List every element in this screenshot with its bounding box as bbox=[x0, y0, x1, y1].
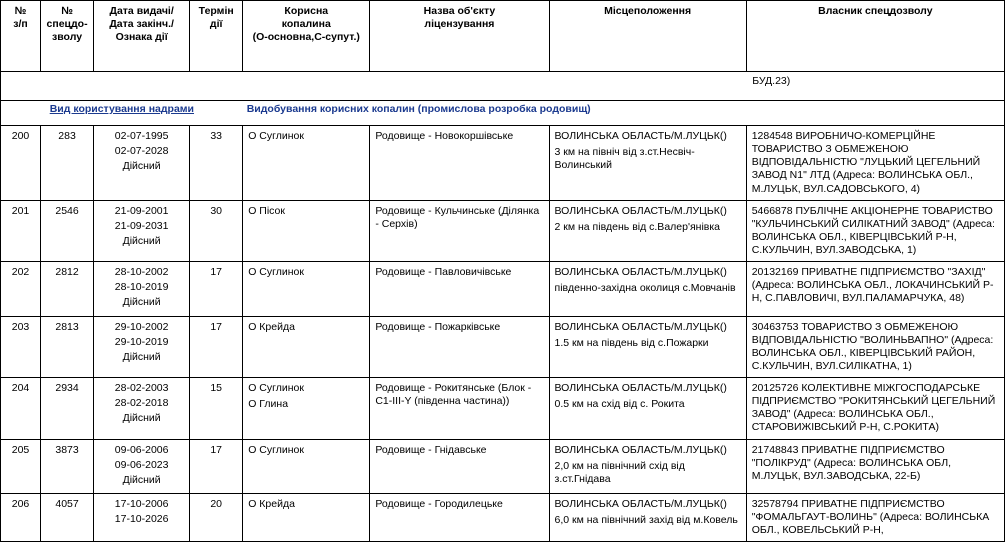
row-term: 33 bbox=[190, 126, 243, 201]
date-expires: 02-07-2028 bbox=[114, 145, 169, 158]
location-region: ВОЛИНСЬКА ОБЛАСТЬ/М.ЛУЦЬК() bbox=[554, 320, 727, 333]
location-region: ВОЛИНСЬКА ОБЛАСТЬ/М.ЛУЦЬК() bbox=[554, 443, 727, 456]
row-term: 20 bbox=[190, 493, 243, 541]
row-object-name: Родовище - Городилецьке bbox=[370, 493, 549, 541]
row-owner: 30463753 ТОВАРИСТВО З ОБМЕЖЕНОЮ ВІДПОВІДАЛЬНІСТЮ "ВОЛИНЬВАПНО" (Адреса: ВОЛИНСЬКА ОБЛ., КІВЕРЦІВСЬКИЙ РАЙОН, С.КУЛЬЧИН, ВУЛ.СИЛІКАТНА, 1) bbox=[746, 316, 1004, 378]
row-dates bbox=[94, 262, 190, 316]
row-permit-number: 2934 bbox=[41, 378, 94, 440]
column-header-term: Термін дії bbox=[190, 1, 243, 72]
row-object-name: Родовище - Пожарківське bbox=[370, 316, 549, 378]
status-badge: Дійсний bbox=[122, 473, 161, 486]
row-minerals bbox=[243, 316, 370, 378]
row-term: 17 bbox=[190, 262, 243, 316]
row-object-name: Родовище - Новокоршівське bbox=[370, 126, 549, 201]
row-term: 30 bbox=[190, 200, 243, 262]
table-row[interactable] bbox=[1, 493, 1005, 541]
row-dates bbox=[94, 493, 190, 541]
row-index: 206 bbox=[1, 493, 41, 541]
column-header-mineral: Корисна копалина (О-основна,С-супут.) bbox=[243, 1, 370, 72]
mineral-item: О Суглинок bbox=[248, 266, 304, 279]
row-owner: 21748843 ПРИВАТНЕ ПІДПРИЄМСТВО "ПОЛІКРУД" (Адреса: ВОЛИНСЬКА ОБЛ, М.ЛУЦЬК, ВУЛ.ЗАВОДСЬКА, 22-Б) bbox=[746, 439, 1004, 493]
row-index: 204 bbox=[1, 378, 41, 440]
row-object-name: Родовище - Павловичівське bbox=[370, 262, 549, 316]
location-detail: 1.5 км на південь від с.Пожарки bbox=[554, 336, 709, 349]
row-minerals bbox=[243, 126, 370, 201]
table-row[interactable] bbox=[1, 200, 1005, 262]
table-row[interactable] bbox=[1, 126, 1005, 201]
status-badge: Дійсний bbox=[122, 412, 161, 425]
row-minerals bbox=[243, 262, 370, 316]
usage-band-value: Видобування корисних копалин (промислова розробка родовищ) bbox=[243, 101, 1005, 126]
row-owner: 32578794 ПРИВАТНЕ ПІДПРИЄМСТВО "ФОМАЛЬГАУТ-ВОЛИНЬ" (Адреса: ВОЛИНСЬКА ОБЛ., КОВЕЛЬСЬКИЙ Р-Н, bbox=[746, 493, 1004, 541]
table-row[interactable] bbox=[1, 262, 1005, 316]
date-expires: 09-06-2023 bbox=[114, 458, 169, 471]
row-location bbox=[549, 316, 746, 378]
group-code-spacer-f bbox=[370, 72, 549, 101]
row-location bbox=[549, 493, 746, 541]
location-detail: 0.5 км на схід від с. Рокита bbox=[554, 398, 685, 411]
date-issued: 21-09-2001 bbox=[114, 204, 169, 217]
row-dates bbox=[94, 126, 190, 201]
row-index: 200 bbox=[1, 126, 41, 201]
date-issued: 17-10-2006 bbox=[114, 497, 169, 510]
column-header-location: Місцеположення bbox=[549, 1, 746, 72]
row-minerals bbox=[243, 200, 370, 262]
row-dates bbox=[94, 200, 190, 262]
table-row[interactable] bbox=[1, 316, 1005, 378]
location-detail: 2 км на південь від с.Валер'янівка bbox=[554, 220, 721, 233]
date-expires: 28-10-2019 bbox=[114, 281, 169, 294]
row-permit-number: 2546 bbox=[41, 200, 94, 262]
usage-band-row bbox=[1, 101, 1005, 126]
date-expires: 21-09-2031 bbox=[114, 219, 169, 232]
location-region: ВОЛИНСЬКА ОБЛАСТЬ/М.ЛУЦЬК() bbox=[554, 266, 727, 279]
group-code-value: БУД.23) bbox=[746, 72, 1004, 101]
date-issued: 02-07-1995 bbox=[114, 130, 169, 142]
row-dates bbox=[94, 378, 190, 440]
row-owner: 5466878 ПУБЛІЧНЕ АКЦІОНЕРНЕ ТОВАРИСТВО "КУЛЬЧИНСЬКИЙ СИЛІКАТНИЙ ЗАВОД" (Адреса: ВОЛИНСЬКА ОБЛ., КІВЕРЦІВСЬКИЙ Р-Н, С.КУЛЬЧИН, ВУЛ.ЗАВОДСЬКА, 1) bbox=[746, 200, 1004, 262]
location-detail: південно-західна околиця с.Мовчанів bbox=[554, 282, 736, 295]
row-location bbox=[549, 378, 746, 440]
table-row[interactable] bbox=[1, 439, 1005, 493]
date-expires: 17-10-2026 bbox=[114, 513, 169, 525]
group-code-spacer-b bbox=[41, 72, 94, 101]
row-object-name: Родовище - Гнідавське bbox=[370, 439, 549, 493]
row-minerals bbox=[243, 378, 370, 440]
row-owner: 1284548 ВИРОБНИЧО-КОМЕРЦІЙНЕ ТОВАРИСТВО З ОБМЕЖЕНОЮ ВІДПОВІДАЛЬНІСТЮ "ЛУЦЬКИЙ ЦЕГЕЛЬНИЙ ЗАВОД N1" ЛТД (Адреса: ВОЛИНСЬКА ОБЛ., М.ЛУЦЬК, ВУЛ.САДОВСЬКОГО, 4) bbox=[746, 126, 1004, 201]
location-detail: 2,0 км на північний схід від з.ст.Гнідава bbox=[554, 459, 685, 485]
row-index: 202 bbox=[1, 262, 41, 316]
location-region: ВОЛИНСЬКА ОБЛАСТЬ/М.ЛУЦЬК() bbox=[554, 382, 727, 394]
status-badge: Дійсний bbox=[122, 160, 161, 173]
mineral-item: О Суглинок bbox=[248, 130, 304, 142]
table-body bbox=[1, 72, 1005, 542]
row-permit-number: 2813 bbox=[41, 316, 94, 378]
location-region: ВОЛИНСЬКА ОБЛАСТЬ/М.ЛУЦЬК() bbox=[554, 497, 727, 510]
row-owner: 20132169 ПРИВАТНЕ ПІДПРИЄМСТВО "ЗАХІД" (Адреса: ВОЛИНСЬКА ОБЛ., ЛОКАЧИНСЬКИЙ Р-Н, С.ПАВЛОВИЧІ, ВУЛ.ПАЛАМАРЧУКА, 48) bbox=[746, 262, 1004, 316]
row-location bbox=[549, 262, 746, 316]
location-region: ВОЛИНСЬКА ОБЛАСТЬ/М.ЛУЦЬК() bbox=[554, 204, 727, 217]
mineral-item: О Пісок bbox=[248, 204, 285, 217]
column-header-object-name: Назва об'єкту ліцензування bbox=[370, 1, 549, 72]
table-row[interactable] bbox=[1, 378, 1005, 440]
group-code-spacer-d bbox=[190, 72, 243, 101]
row-index: 203 bbox=[1, 316, 41, 378]
table-header bbox=[1, 1, 1005, 72]
mineral-item: О Суглинок bbox=[248, 382, 304, 394]
row-object-name: Родовище - Рокитянське (Блок - С1-III-Y (південна частина)) bbox=[370, 378, 549, 440]
row-object-name: Родовище - Кульчинське (Ділянка - Серхів) bbox=[370, 200, 549, 262]
status-badge: Дійсний bbox=[122, 350, 161, 363]
location-detail: 3 км на північ від з.ст.Несвіч-Волинський bbox=[554, 146, 695, 172]
mineral-item: О Крейда bbox=[248, 320, 295, 333]
mineral-item: О Суглинок bbox=[248, 443, 304, 456]
group-code-row bbox=[1, 72, 1005, 101]
group-code-spacer-g bbox=[549, 72, 746, 101]
mineral-item: О Глина bbox=[248, 398, 289, 411]
row-location bbox=[549, 126, 746, 201]
group-code-spacer-e bbox=[243, 72, 370, 101]
date-issued: 28-02-2003 bbox=[114, 382, 169, 394]
status-badge: Дійсний bbox=[122, 296, 161, 309]
group-code-spacer-a bbox=[1, 72, 41, 101]
column-header-owner: Власник спецдозволу bbox=[746, 1, 1004, 72]
row-minerals bbox=[243, 493, 370, 541]
column-header-index: № з/п bbox=[1, 1, 41, 72]
usage-band-label: Вид користування надрами bbox=[1, 101, 243, 126]
location-region: ВОЛИНСЬКА ОБЛАСТЬ/М.ЛУЦЬК() bbox=[554, 130, 727, 142]
row-dates bbox=[94, 439, 190, 493]
row-minerals bbox=[243, 439, 370, 493]
row-index: 205 bbox=[1, 439, 41, 493]
row-permit-number: 283 bbox=[41, 126, 94, 201]
column-header-permit-number: № спецдо- зволу bbox=[41, 1, 94, 72]
date-issued: 29-10-2002 bbox=[114, 320, 169, 333]
row-term: 15 bbox=[190, 378, 243, 440]
date-expires: 28-02-2018 bbox=[114, 397, 169, 410]
row-permit-number: 4057 bbox=[41, 493, 94, 541]
group-code-spacer-c bbox=[94, 72, 190, 101]
row-index: 201 bbox=[1, 200, 41, 262]
row-location bbox=[549, 439, 746, 493]
date-issued: 09-06-2006 bbox=[114, 443, 169, 456]
location-detail: 6,0 км на північний захід від м.Ковель bbox=[554, 514, 738, 526]
row-dates bbox=[94, 316, 190, 378]
header-row bbox=[1, 1, 1005, 72]
row-owner: 20125726 КОЛЕКТИВНЕ МІЖГОСПОДАРСЬКЕ ПІДПРИЄМСТВО "РОКИТЯНСЬКИЙ ЦЕГЕЛЬНИЙ ЗАВОД" (Адреса: ВОЛИНСЬКА ОБЛ., СТАРОВИЖІВСЬКИЙ Р-Н, С.РОКИТА) bbox=[746, 378, 1004, 440]
date-expires: 29-10-2019 bbox=[114, 335, 169, 348]
column-header-dates: Дата видачі/ Дата закінч./ Ознака дії bbox=[94, 1, 190, 72]
row-permit-number: 3873 bbox=[41, 439, 94, 493]
row-term: 17 bbox=[190, 439, 243, 493]
date-issued: 28-10-2002 bbox=[114, 266, 169, 279]
status-badge: Дійсний bbox=[122, 234, 161, 247]
row-term: 17 bbox=[190, 316, 243, 378]
row-location bbox=[549, 200, 746, 262]
mineral-item: О Крейда bbox=[248, 497, 295, 510]
row-permit-number: 2812 bbox=[41, 262, 94, 316]
